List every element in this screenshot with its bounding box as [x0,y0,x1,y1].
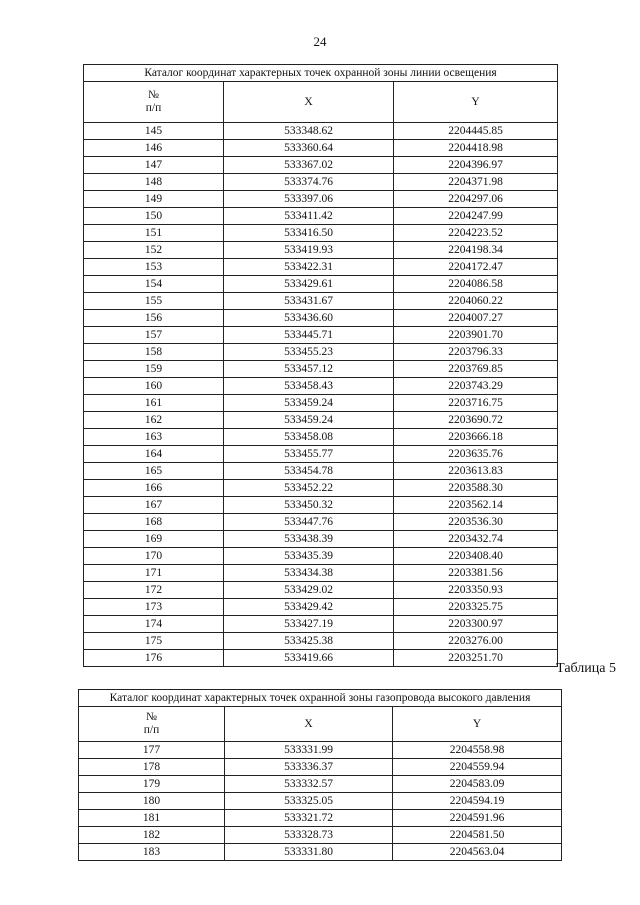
table-row [79,793,562,810]
cell-y: 2203381.56 [394,565,558,582]
cell-x: 533458.43 [224,378,394,395]
table-row [84,429,558,446]
cell-y: 2203743.29 [394,378,558,395]
cell-y: 2204198.34 [394,242,558,259]
column-header-x: X [225,707,393,742]
column-header-y: Y [394,82,558,123]
cell-y: 2204297.06 [394,191,558,208]
cell-y: 2204086.58 [394,276,558,293]
table-row [84,276,558,293]
cell-x: 533450.32 [224,497,394,514]
table-row [84,157,558,174]
cell-y: 2204559.94 [393,759,562,776]
cell-x: 533325.05 [225,793,393,810]
table-row [84,548,558,565]
table-row [79,810,562,827]
table-row [84,497,558,514]
table-row [84,514,558,531]
cell-number: 162 [84,412,224,429]
cell-y: 2203350.93 [394,582,558,599]
cell-x: 533331.99 [225,742,393,759]
cell-number: 160 [84,378,224,395]
cell-number: 176 [84,650,224,667]
cell-x: 533431.67 [224,293,394,310]
number-sign: № [148,89,159,101]
cell-number: 165 [84,463,224,480]
column-header-number [79,707,225,742]
cell-y: 2203432.74 [394,531,558,548]
cell-number: 163 [84,429,224,446]
cell-x: 533434.38 [224,565,394,582]
cell-x: 533429.42 [224,599,394,616]
cell-x: 533321.72 [225,810,393,827]
table-label: Таблица 5 [556,661,616,676]
cell-y: 2204418.98 [394,140,558,157]
cell-x: 533419.93 [224,242,394,259]
cell-x: 533374.76 [224,174,394,191]
cell-y: 2204445.85 [394,123,558,140]
table-row [84,412,558,429]
cell-y: 2203666.18 [394,429,558,446]
cell-number: 171 [84,565,224,582]
table-row [84,378,558,395]
cell-x: 533422.31 [224,259,394,276]
number-abbrev: п/п [145,102,162,114]
cell-number: 174 [84,616,224,633]
cell-y: 2203276.00 [394,633,558,650]
cell-number: 164 [84,446,224,463]
cell-number: 154 [84,276,224,293]
table-row [84,344,558,361]
cell-number: 151 [84,225,224,242]
cell-number: 167 [84,497,224,514]
cell-number: 146 [84,140,224,157]
column-header-y: Y [393,707,562,742]
table-row [84,395,558,412]
table-row [84,599,558,616]
cell-y: 2204558.98 [393,742,562,759]
cell-number: 166 [84,480,224,497]
cell-x: 533458.08 [224,429,394,446]
cell-number: 173 [84,599,224,616]
table-caption: Каталог координат характерных точек охранной зоны газопровода высокого давления [79,690,562,707]
cell-x: 533411.42 [224,208,394,225]
column-header-number [84,82,224,123]
table-row [84,616,558,633]
cell-y: 2204583.09 [393,776,562,793]
cell-x: 533436.60 [224,310,394,327]
table-row [84,225,558,242]
cell-x: 533455.23 [224,344,394,361]
coordinate-table-lighting [83,64,558,667]
cell-number: 180 [79,793,225,810]
cell-y: 2204060.22 [394,293,558,310]
cell-number: 158 [84,344,224,361]
cell-x: 533332.57 [225,776,393,793]
cell-y: 2203635.76 [394,446,558,463]
number-sign: № [146,711,157,723]
table-row [84,293,558,310]
table-row [84,565,558,582]
cell-x: 533416.50 [224,225,394,242]
cell-number: 181 [79,810,225,827]
table-row [79,844,562,861]
table-row [79,776,562,793]
cell-number: 169 [84,531,224,548]
cell-x: 533454.78 [224,463,394,480]
cell-y: 2204581.50 [393,827,562,844]
cell-y: 2203901.70 [394,327,558,344]
cell-number: 147 [84,157,224,174]
table-row [79,742,562,759]
cell-x: 533367.02 [224,157,394,174]
cell-x: 533427.19 [224,616,394,633]
cell-number: 149 [84,191,224,208]
cell-y: 2203769.85 [394,361,558,378]
cell-number: 156 [84,310,224,327]
cell-x: 533447.76 [224,514,394,531]
cell-x: 533425.38 [224,633,394,650]
table-caption: Каталог координат характерных точек охранной зоны линии освещения [84,65,558,82]
table-row [84,327,558,344]
cell-y: 2204007.27 [394,310,558,327]
cell-number: 159 [84,361,224,378]
table-row [84,208,558,225]
cell-y: 2204371.98 [394,174,558,191]
cell-number: 172 [84,582,224,599]
table-row [84,191,558,208]
cell-x: 533435.39 [224,548,394,565]
table-row [84,242,558,259]
cell-y: 2204591.96 [393,810,562,827]
cell-y: 2204594.19 [393,793,562,810]
table-row [84,259,558,276]
cell-x: 533429.61 [224,276,394,293]
table-body [84,123,558,667]
table-row [84,633,558,650]
cell-y: 2203251.70 [394,650,558,667]
cell-number: 157 [84,327,224,344]
cell-number: 175 [84,633,224,650]
cell-y: 2204563.04 [393,844,562,861]
cell-y: 2203300.97 [394,616,558,633]
cell-number: 179 [79,776,225,793]
cell-x: 533452.22 [224,480,394,497]
table-row [84,650,558,667]
table-row [84,463,558,480]
cell-x: 533457.12 [224,361,394,378]
column-header-x: X [224,82,394,123]
cell-x: 533455.77 [224,446,394,463]
table-body [79,742,562,861]
cell-x: 533459.24 [224,412,394,429]
cell-number: 182 [79,827,225,844]
cell-x: 533328.73 [225,827,393,844]
cell-number: 153 [84,259,224,276]
cell-y: 2203325.75 [394,599,558,616]
coordinate-table-gas-pipeline [78,689,562,861]
cell-number: 183 [79,844,225,861]
table-row [84,174,558,191]
cell-y: 2204247.99 [394,208,558,225]
cell-x: 533419.66 [224,650,394,667]
cell-y: 2204172.47 [394,259,558,276]
cell-number: 177 [79,742,225,759]
cell-x: 533348.62 [224,123,394,140]
table-row [79,827,562,844]
cell-number: 170 [84,548,224,565]
cell-y: 2203613.83 [394,463,558,480]
cell-number: 168 [84,514,224,531]
cell-number: 150 [84,208,224,225]
cell-number: 145 [84,123,224,140]
cell-x: 533459.24 [224,395,394,412]
cell-number: 161 [84,395,224,412]
table-row [84,140,558,157]
cell-x: 533445.71 [224,327,394,344]
page-number: 24 [313,34,327,49]
cell-number: 148 [84,174,224,191]
table-row [84,361,558,378]
cell-x: 533336.37 [225,759,393,776]
table-row [79,759,562,776]
cell-y: 2203716.75 [394,395,558,412]
table-row [84,446,558,463]
cell-y: 2203562.14 [394,497,558,514]
table-row [84,480,558,497]
cell-number: 152 [84,242,224,259]
table-row [84,531,558,548]
cell-y: 2203690.72 [394,412,558,429]
table-row [84,582,558,599]
cell-y: 2203408.40 [394,548,558,565]
cell-y: 2204396.97 [394,157,558,174]
table-row [84,123,558,140]
cell-x: 533331.80 [225,844,393,861]
cell-x: 533438.39 [224,531,394,548]
cell-y: 2204223.52 [394,225,558,242]
number-abbrev: п/п [143,724,160,736]
cell-y: 2203536.30 [394,514,558,531]
cell-x: 533429.02 [224,582,394,599]
cell-number: 178 [79,759,225,776]
cell-y: 2203796.33 [394,344,558,361]
cell-x: 533360.64 [224,140,394,157]
table-row [84,310,558,327]
cell-number: 155 [84,293,224,310]
cell-x: 533397.06 [224,191,394,208]
cell-y: 2203588.30 [394,480,558,497]
